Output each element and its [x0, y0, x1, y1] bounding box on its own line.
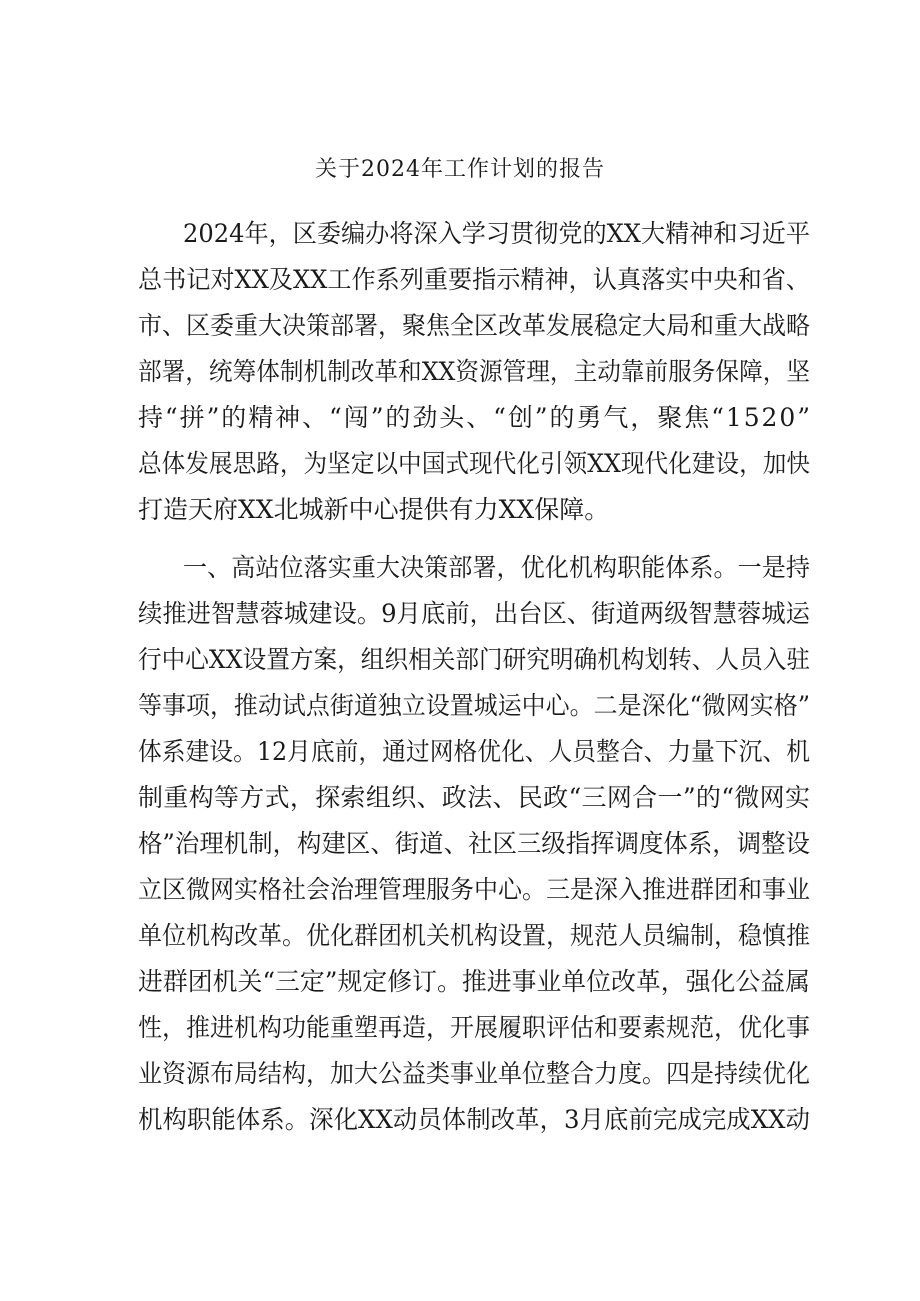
paragraph-2-line: 性，推进机构功能重塑再造，开展履职评估和要素规范，优化事: [138, 1013, 810, 1042]
paragraph-2-line: 制重构等方式，探索组织、政法、民政“三网合一”的“微网实: [138, 783, 811, 812]
paragraph-1-line: 总书记对XX及XX工作系列重要指示精神，认真落实中央和省、: [138, 265, 810, 294]
paragraph-2-line: 单位机构改革。优化群团机关机构设置，规范人员编制，稳慎推: [138, 921, 810, 950]
paragraph-1-line: 部署，统筹体制机制改革和XX资源管理，主动靠前服务保障，坚: [138, 357, 810, 386]
paragraph-2-line: 体系建设。12月底前，通过网格优化、人员整合、力量下沉、机: [138, 737, 810, 766]
paragraph-1-line: 打造天府XX北城新中心提供有力XX保障。: [138, 495, 610, 524]
paragraph-2-line: 机构职能体系。深化XX动员体制改革，3月底前完成完成XX动: [138, 1105, 810, 1134]
paragraph-2-line: 行中心XX设置方案，组织相关部门研究明确机构划转、人员入驻: [138, 645, 810, 674]
paragraph-2-line: 进群团机关“三定”规定修订。推进事业单位改革，强化公益属: [138, 967, 810, 996]
paragraph-2-line: 一、高站位落实重大决策部署，优化机构职能体系。一是持: [183, 553, 810, 582]
document-title: 关于2024年工作计划的报告: [315, 157, 605, 182]
paragraph-2-line: 格”治理机制，构建区、街道、社区三级指挥调度体系，调整设: [138, 829, 810, 858]
paragraph-1-line: 总体发展思路，为坚定以中国式现代化引领XX现代化建设，加快: [138, 449, 810, 478]
paragraph-2-line: 立区微网实格社会治理管理服务中心。三是深入推进群团和事业: [138, 875, 810, 904]
paragraph-1-line: 持“拼”的精神、“闯”的劲头、“创”的勇气，聚焦“1520”: [138, 403, 812, 432]
paragraph-2-line: 等事项，推动试点街道独立设置城运中心。二是深化“微网实格”: [138, 691, 810, 720]
paragraph-1-line: 市、区委重大决策部署，聚焦全区改革发展稳定大局和重大战略: [138, 311, 810, 340]
paragraph-2-line: 业资源布局结构，加大公益类事业单位整合力度。四是持续优化: [138, 1059, 810, 1088]
paragraph-1-line: 2024年，区委编办将深入学习贯彻党的XX大精神和习近平: [183, 219, 810, 248]
paragraph-2-line: 续推进智慧蓉城建设。9月底前，出台区、街道两级智慧蓉城运: [138, 599, 810, 628]
